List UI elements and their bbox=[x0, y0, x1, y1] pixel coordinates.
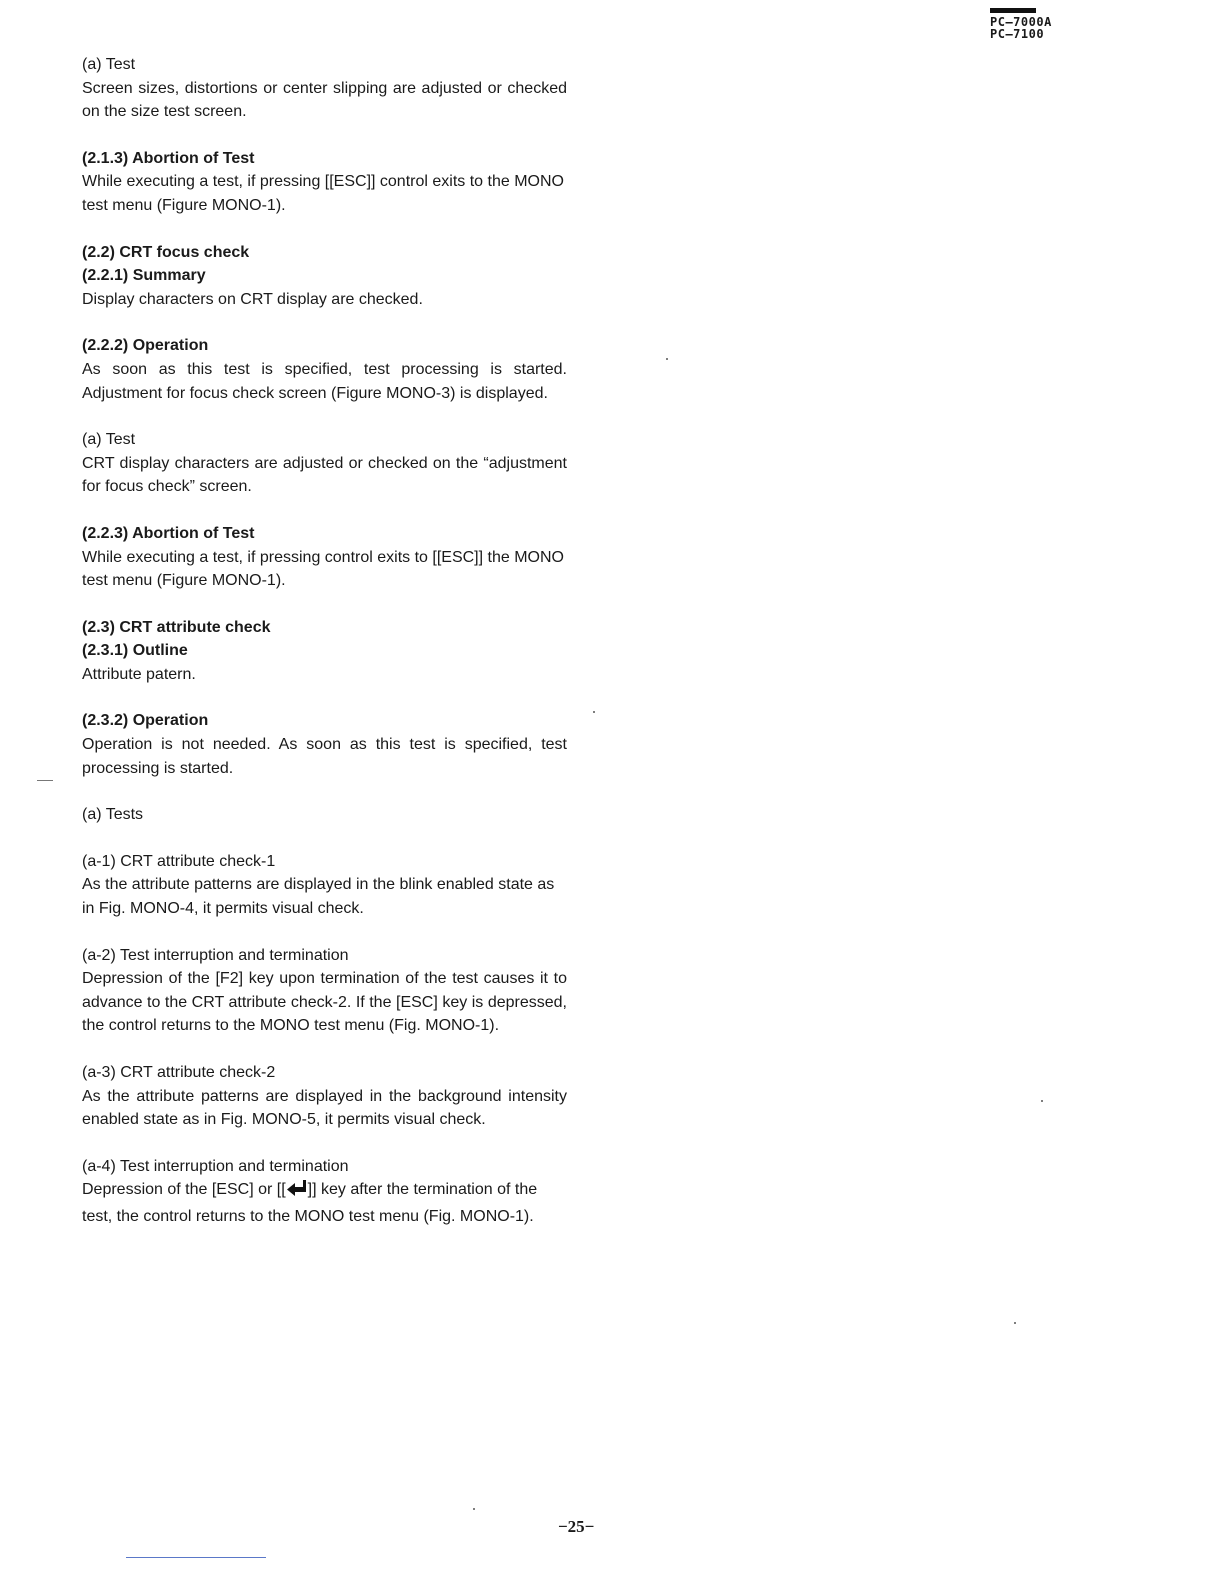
bottom-rule bbox=[126, 1557, 266, 1558]
section-text: CRT display characters are adjusted or checked on the “adjustment for focus check” screen. bbox=[82, 454, 567, 496]
section-text: Display characters on CRT display are checked. bbox=[82, 290, 423, 308]
section-heading: (a-1) CRT attribute check-1 bbox=[82, 852, 276, 870]
header-bar bbox=[990, 8, 1036, 13]
margin-dash bbox=[37, 780, 53, 781]
section-heading: (2.1.3) Abortion of Test bbox=[82, 149, 255, 167]
scan-speck bbox=[666, 358, 668, 360]
section-2-2 bbox=[82, 241, 567, 312]
section-text: While executing a test, if pressing control exits to [[ESC]] the MONO test menu (Figure MONO-1). bbox=[82, 548, 564, 590]
section-heading: (a) Tests bbox=[82, 806, 144, 824]
section-text: As the attribute patterns are displayed in the background intensity enabled state as in Fig. MONO-5, it permits visual check. bbox=[82, 1087, 567, 1129]
section-text bbox=[82, 1178, 567, 1228]
document-body bbox=[82, 53, 567, 1252]
section-2-3-2 bbox=[82, 709, 567, 780]
section-a-1 bbox=[82, 850, 567, 921]
model-number-2: PC—7100 bbox=[990, 27, 1045, 41]
section-a-3 bbox=[82, 1061, 567, 1132]
scan-speck bbox=[593, 711, 595, 713]
text-before-key: Depression of the [ESC] or [[ bbox=[82, 1181, 286, 1199]
section-subheading: (2.3.1) Outline bbox=[82, 642, 188, 660]
scan-speck bbox=[1014, 1322, 1016, 1324]
section-heading: (a-2) Test interruption and termination bbox=[82, 946, 349, 964]
section-2-2-2 bbox=[82, 334, 567, 405]
section-text: While executing a test, if pressing [[ESC]] control exits to the MONO test menu (Figure MONO-1). bbox=[82, 173, 564, 214]
enter-key-icon bbox=[286, 1179, 308, 1205]
section-heading: (a) Test bbox=[82, 431, 136, 449]
section-text: Screen sizes, distortions or center slipping are adjusted or checked on the size test screen. bbox=[82, 79, 567, 121]
section-text: As the attribute patterns are displayed in the blink enabled state as in Fig. MONO-4, it permits visual check. bbox=[82, 876, 555, 918]
section-2-3 bbox=[82, 616, 567, 687]
section-2-1-3 bbox=[82, 147, 567, 218]
section-subheading: (2.2.1) Summary bbox=[82, 267, 206, 285]
scan-speck bbox=[473, 1508, 475, 1510]
section-a-4 bbox=[82, 1155, 567, 1229]
section-text: As soon as this test is specified, test processing is started. Adjustment for focus check screen (Figure MONO-3) is displayed. bbox=[82, 360, 567, 402]
section-heading: (a-4) Test interruption and termination bbox=[82, 1157, 349, 1175]
section-heading: (2.2.3) Abortion of Test bbox=[82, 524, 255, 542]
page-number: −25− bbox=[558, 1517, 595, 1536]
section-a-2 bbox=[82, 944, 567, 1038]
section-focus-test bbox=[82, 428, 567, 499]
section-heading: (2.3) CRT attribute check bbox=[82, 618, 271, 636]
text-after-key: ]] key after the termination of the test, the control returns to the MONO test menu (Fig. MONO-1). bbox=[82, 1181, 538, 1225]
section-heading: (a-3) CRT attribute check-2 bbox=[82, 1064, 276, 1081]
section-text: Depression of the [F2] key upon termination of the test causes it to advance to the CRT attribute check-2. If the [ESC] key is depressed, the control returns to the MONO test menu (Fig. MONO-1). bbox=[82, 970, 567, 1035]
section-heading: (2.2) CRT focus check bbox=[82, 243, 250, 261]
model-number-1: PC—7000A bbox=[990, 15, 1052, 29]
section-heading: (a) Test bbox=[82, 56, 136, 73]
section-size-test bbox=[82, 53, 567, 124]
section-tests bbox=[82, 803, 567, 827]
section-heading: (2.2.2) Operation bbox=[82, 337, 209, 355]
section-heading: (2.3.2) Operation bbox=[82, 712, 209, 730]
section-text: Attribute patern. bbox=[82, 665, 196, 683]
section-text: Operation is not needed. As soon as this test is specified, test processing is started. bbox=[82, 736, 567, 777]
page-header bbox=[990, 8, 1080, 40]
scan-speck bbox=[1041, 1100, 1043, 1102]
section-2-2-3 bbox=[82, 522, 567, 593]
